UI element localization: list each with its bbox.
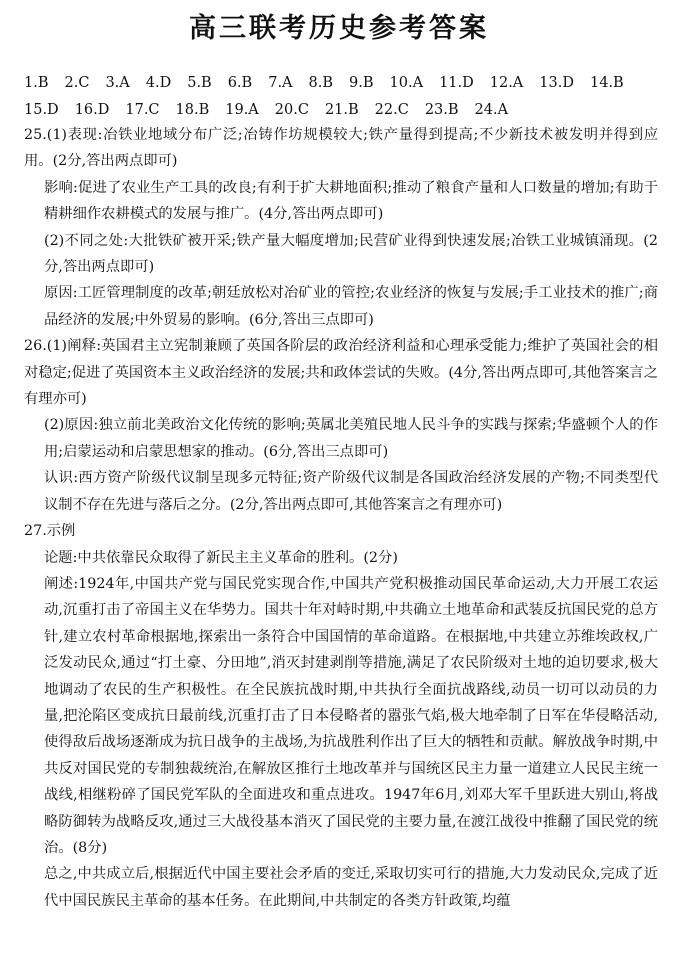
answer-item: 15.D — [24, 102, 59, 118]
answers-line-1 — [24, 70, 664, 97]
q25-influence: 影响:促进了农业生产工具的改良;有利于扩大耕地面积;推动了粮食产量和人口数量的增加;有助于精耕细作农耕模式的发展与推广。(4分,答出两点即可) — [44, 179, 658, 223]
answer-item: 12.A — [489, 75, 524, 91]
q26-insight: 认识:西方资产阶级代议制呈现多元特征;资产阶级代议制是各国政治经济发展的产物;不同类型代议制不存在先进与落后之分。(2分,答出两点即可,其他答案言之有理亦可) — [44, 470, 658, 513]
q27-heading: 27.示例 — [24, 523, 76, 540]
answer-item: 22.C — [374, 102, 409, 118]
answer-item: 17.C — [125, 102, 160, 118]
answer-item: 23.B — [424, 102, 459, 118]
answer-item: 9.B — [349, 75, 374, 91]
essay-answers — [24, 122, 658, 914]
answer-item: 6.B — [227, 75, 253, 91]
answers-line-2 — [24, 97, 664, 124]
answer-item: 18.B — [175, 102, 210, 118]
answer-item: 5.B — [187, 75, 212, 91]
answer-item: 1.B — [24, 75, 49, 91]
answer-item: 2.C — [64, 75, 90, 91]
q25-part2: (2)不同之处:大批铁矿被开采;铁产量大幅度增加;民营矿业得到快速发展;冶铁工业城镇涌现。(2分,答出两点即可) — [44, 232, 658, 276]
answer-item: 3.A — [105, 75, 130, 91]
q25-part1: 25.(1)表现:冶铁业地域分布广泛;冶铸作坊规模较大;铁产量得到提高;不少新技术被发明并得到应用。(2分,答出两点即可) — [24, 127, 658, 170]
answer-item: 24.A — [474, 102, 509, 118]
answer-item: 13.D — [539, 75, 574, 91]
multiple-choice-answers — [24, 70, 664, 124]
answer-item: 21.B — [324, 102, 359, 118]
page-title: 高三联考历史参考答案 — [189, 13, 489, 44]
q27-thesis: 论题:中共依靠民众取得了新民主主义革命的胜利。(2分) — [44, 549, 398, 566]
answer-item: 7.A — [268, 75, 293, 91]
q26-part1: 26.(1)阐释:英国君主立宪制兼顾了英国各阶层的政治经济利益和心理承受能力;维护了英国社会的相对稳定;促进了英国资本主义政治经济的发展;共和政体尝试的失败。(4分,答出两点即可,其他答案言之有理亦可) — [24, 338, 658, 408]
q27-elaboration: 阐述:1924年,中国共产党与国民党实现合作,中国共产党积极推动国民革命运动,大力开展工农运动,沉重打击了帝国主义在华势力。国共十年对峙时期,中共确立土地革命和武装反抗国民党的总方针,建立农村革命根据地,探索出一条符合中国国情的革命道路。在根据地,中共建立苏维埃政权,广泛发动民众,通过“打土豪、分田地”,消灭封建剥削等措施,满足了农民阶级对土地的迫切要求,极大地调动了农民的生产积极性。在全民族抗战时期,中共执行全面抗战路线,动员一切可以动员的力量,把沦陷区变成抗日最前线,沉重打击了日本侵略者的嚣张气焰,极大地牵制了日军在华侵略活动,使得敌后战场逐渐成为抗日战争的主战场,为抗战胜利作出了巨大的牺牲和贡献。解放战争时期,中共反对国民党的专制独裁统治,在解放区推行土地改革并与国统区民主力量一道建立人民民主统一战线,相继粉碎了国民党军队的全面进攻和重点进攻。1947年6月,刘邓大军千里跃进大别山,将战略防御转为战略反攻,通过三大战役基本消灭了国民党的主要力量,在渡江战役中推翻了国民党的统治。(8分) — [44, 575, 658, 856]
answer-item: 16.D — [74, 102, 110, 118]
q26-part2: (2)原因:独立前北美政治文化传统的影响;英属北美殖民地人民斗争的实践与探索;华盛顿个人的作用;启蒙运动和启蒙思想家的推动。(6分,答出三点即可) — [44, 417, 658, 460]
answer-item: 14.B — [589, 75, 624, 91]
answer-item: 8.B — [308, 75, 334, 91]
answer-item: 10.A — [389, 75, 424, 91]
answer-item: 11.D — [439, 75, 474, 91]
q25-reasons: 原因:工匠管理制度的改革;朝廷放松对冶矿业的管控;农业经济的恢复与发展;手工业技术的推广;商品经济的发展;中外贸易的影响。(6分,答出三点即可) — [44, 285, 658, 328]
answer-item: 19.A — [225, 102, 259, 118]
q27-conclusion: 总之,中共成立后,根据近代中国主要社会矛盾的变迁,采取切实可行的措施,大力发动民众,完成了近代中国民族民主革命的基本任务。在此期间,中共制定的各类方针政策,均蕴 — [44, 866, 658, 909]
answer-item: 4.D — [145, 75, 172, 91]
answer-item: 20.C — [274, 102, 309, 118]
